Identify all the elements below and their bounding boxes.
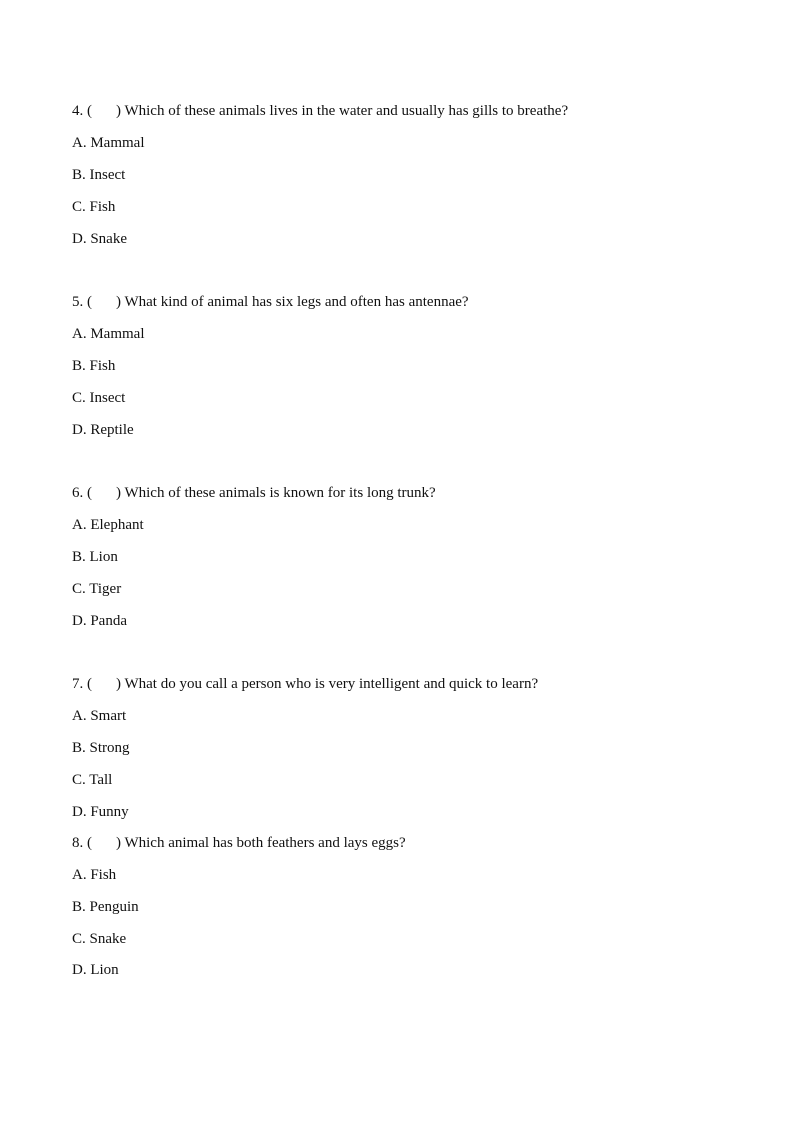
option-7b: B. Strong bbox=[72, 740, 130, 756]
question-text: Which animal has both feathers and lays eggs? bbox=[124, 835, 406, 851]
option-5b: B. Fish bbox=[72, 358, 116, 374]
option-8b: B. Penguin bbox=[72, 899, 139, 915]
question-number: 4. bbox=[72, 103, 84, 119]
question-4 bbox=[72, 102, 568, 120]
question-text: What do you call a person who is very intelligent and quick to learn? bbox=[124, 676, 539, 692]
answer-blank-close: ) bbox=[116, 485, 121, 501]
option-4b: B. Insect bbox=[72, 167, 126, 183]
answer-blank-open: ( bbox=[87, 676, 92, 692]
question-7 bbox=[72, 675, 538, 693]
option-8d: D. Lion bbox=[72, 962, 119, 978]
option-7c: C. Tall bbox=[72, 772, 113, 788]
answer-blank-open: ( bbox=[87, 103, 92, 119]
option-8a: A. Fish bbox=[72, 867, 117, 883]
answer-blank-close: ) bbox=[116, 676, 121, 692]
answer-blank-open: ( bbox=[87, 485, 92, 501]
option-4d: D. Snake bbox=[72, 231, 127, 247]
option-7d: D. Funny bbox=[72, 804, 129, 820]
option-4a: A. Mammal bbox=[72, 135, 145, 151]
answer-blank-close: ) bbox=[116, 294, 121, 310]
option-6b: B. Lion bbox=[72, 549, 118, 565]
question-number: 8. bbox=[72, 835, 84, 851]
question-number: 7. bbox=[72, 676, 84, 692]
question-text: Which of these animals is known for its long trunk? bbox=[124, 485, 436, 501]
question-number: 5. bbox=[72, 294, 84, 310]
option-5c: C. Insect bbox=[72, 390, 126, 406]
answer-blank-close: ) bbox=[116, 103, 121, 119]
option-5a: A. Mammal bbox=[72, 326, 145, 342]
question-8 bbox=[72, 834, 406, 852]
option-5d: D. Reptile bbox=[72, 422, 134, 438]
answer-blank-open: ( bbox=[87, 835, 92, 851]
answer-blank-open: ( bbox=[87, 294, 92, 310]
option-6d: D. Panda bbox=[72, 613, 127, 629]
answer-blank-close: ) bbox=[116, 835, 121, 851]
question-number: 6. bbox=[72, 485, 84, 501]
option-7a: A. Smart bbox=[72, 708, 127, 724]
option-6a: A. Elephant bbox=[72, 517, 144, 533]
question-text: What kind of animal has six legs and often has antennae? bbox=[124, 294, 469, 310]
option-8c: C. Snake bbox=[72, 931, 127, 947]
question-6 bbox=[72, 484, 436, 502]
option-4c: C. Fish bbox=[72, 199, 116, 215]
question-5 bbox=[72, 293, 469, 311]
option-6c: C. Tiger bbox=[72, 581, 122, 597]
question-text: Which of these animals lives in the water and usually has gills to breathe? bbox=[124, 103, 569, 119]
